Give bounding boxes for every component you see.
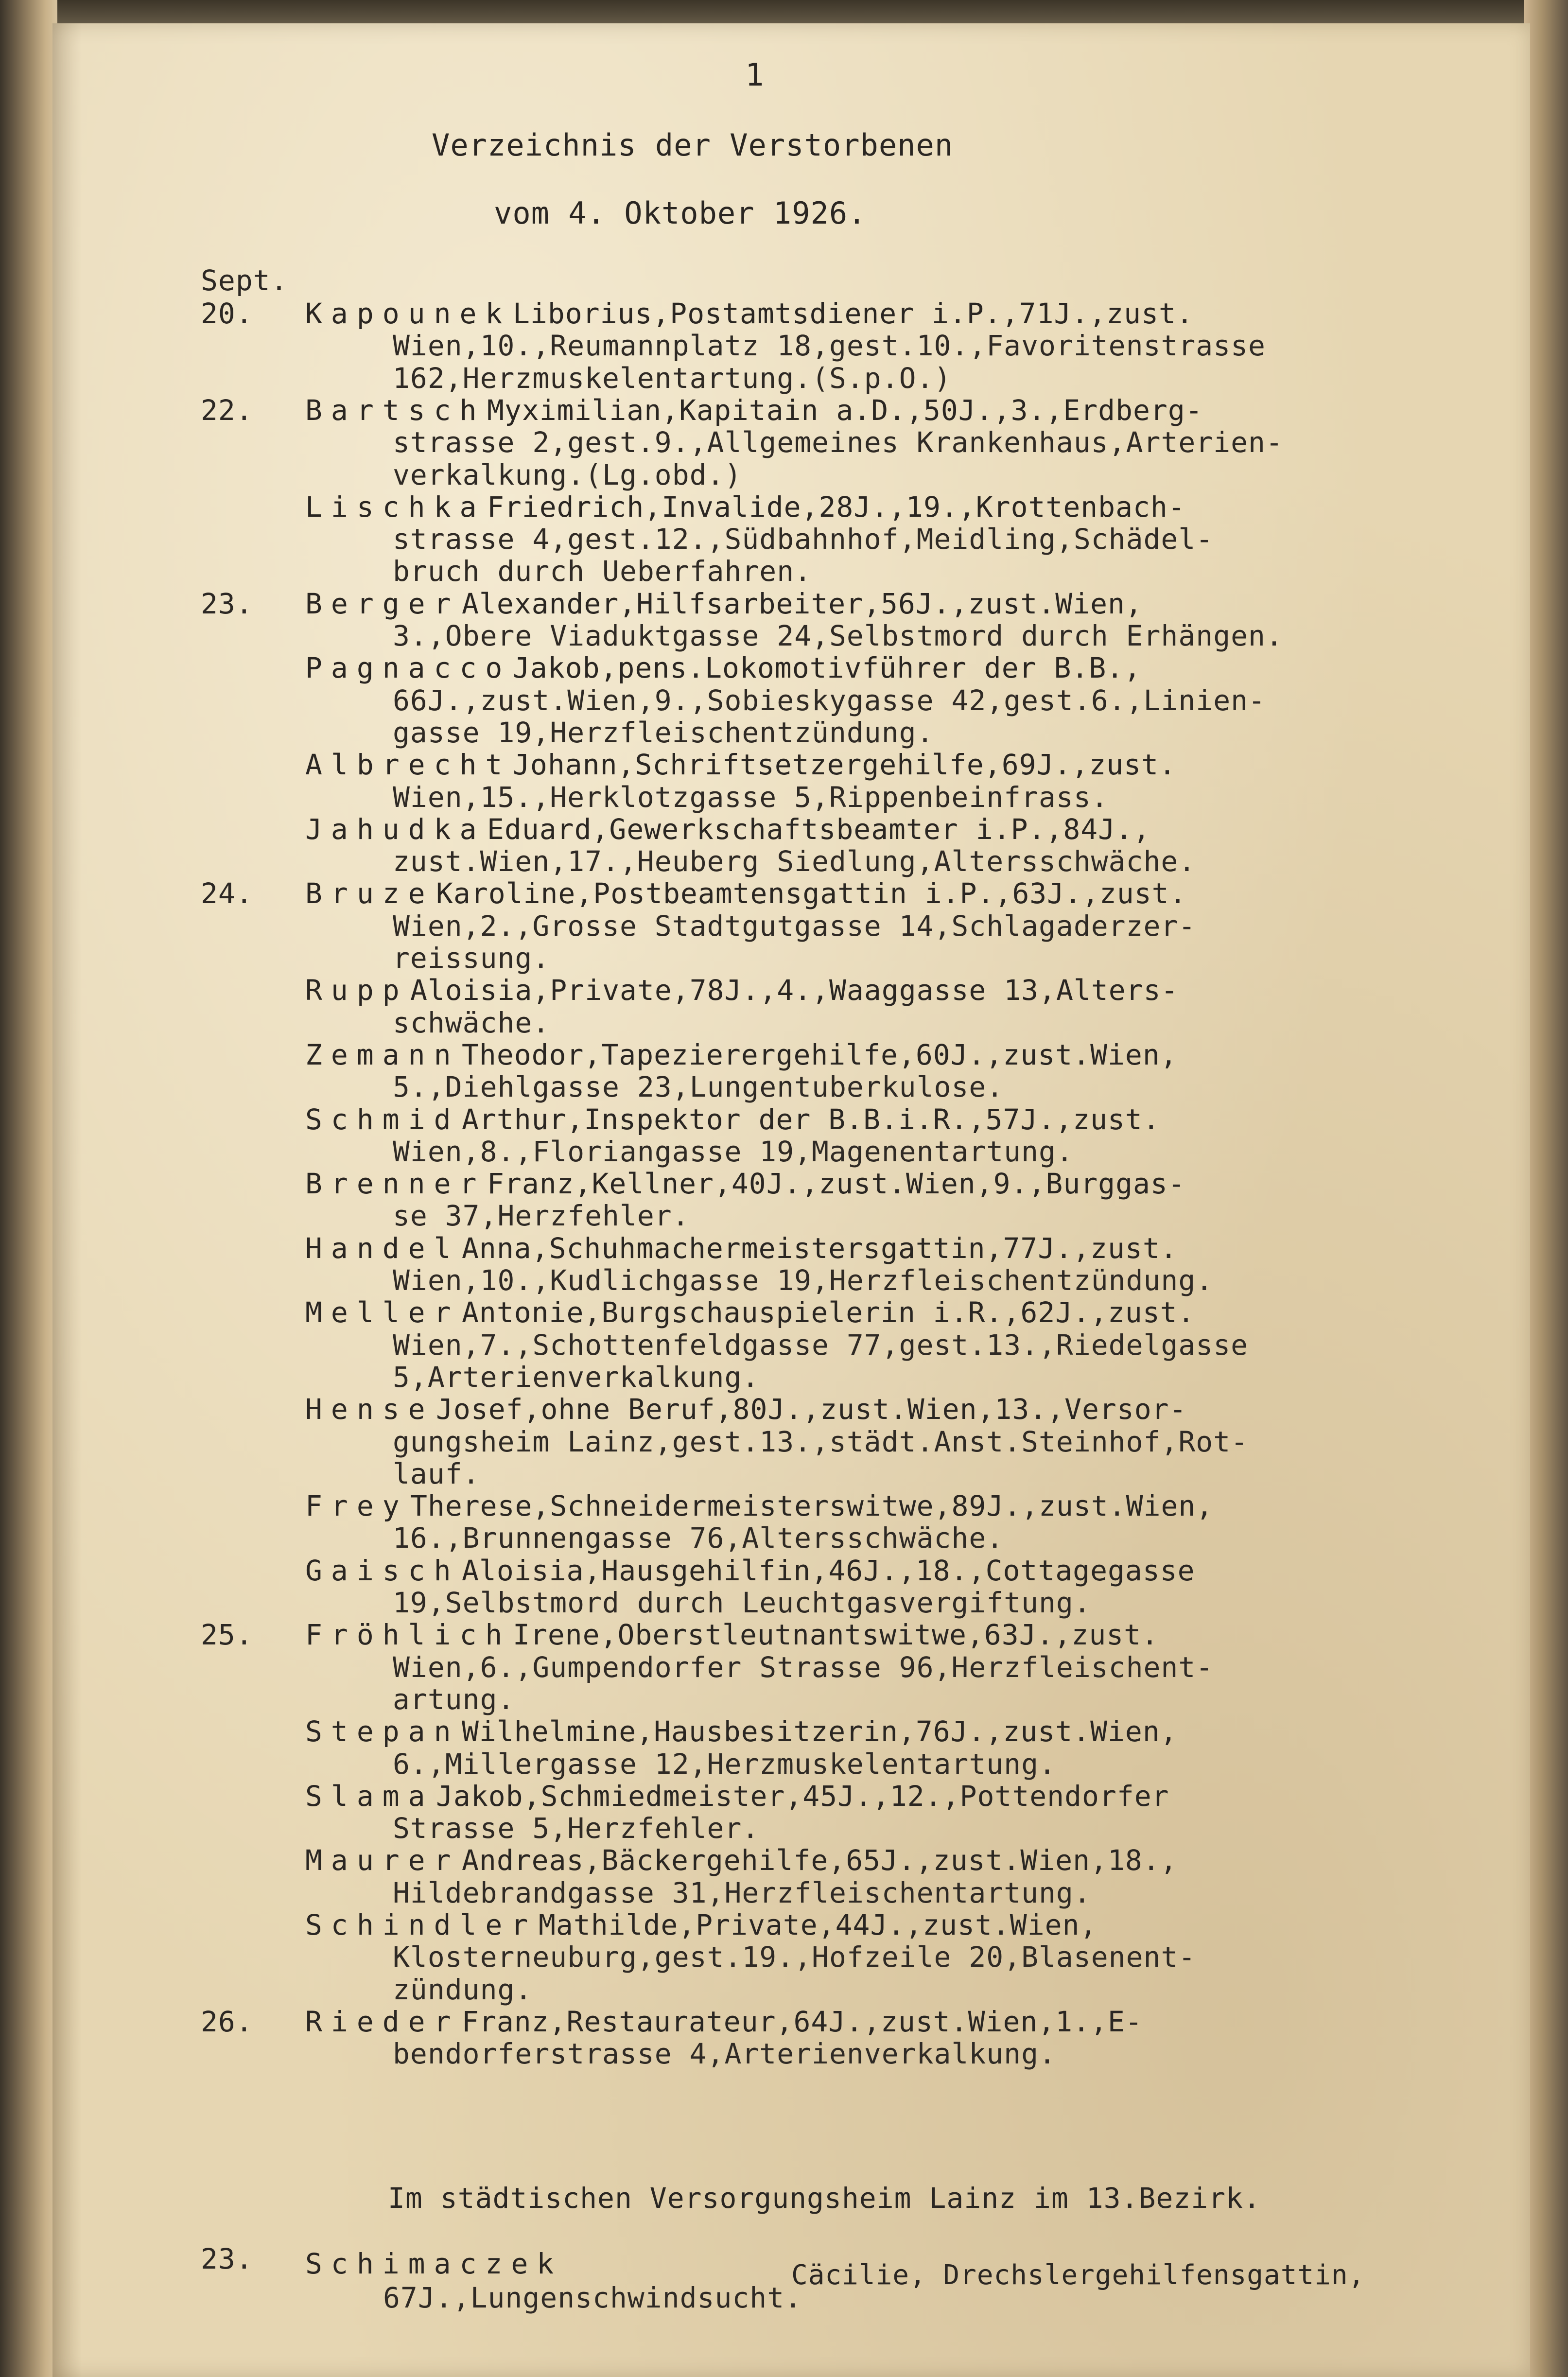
entry-surname: Slama	[305, 1780, 434, 1813]
entry-surname: Jahudka	[305, 813, 486, 846]
entry-continuation: Wien,10.,Kudlichgasse 19,Herzfleischentzündung.	[393, 1264, 1214, 1297]
entry-continuation: zust.Wien,17.,Heuberg Siedlung,Altersschwäche.	[393, 845, 1196, 878]
entry-continuation: Wien,6.,Gumpendorfer Strasse 96,Herzfleischent-	[393, 1651, 1214, 1684]
entry-details: Anna,Schuhmachermeistersgattin,77J.,zust.	[462, 1232, 1178, 1265]
entry-date: 26.	[201, 2005, 253, 2038]
entry-continuation: 3.,Obere Viaduktgasse 24,Selbstmord durch Erhängen.	[393, 619, 1283, 652]
entry-surname: Lischka	[305, 490, 486, 524]
page-number: 1	[745, 57, 765, 93]
entry-details: Eduard,Gewerkschaftsbeamter i.P.,84J.,	[487, 813, 1150, 846]
page-subtitle: vom 4. Oktober 1926.	[494, 195, 867, 231]
entry-surname: Maurer	[305, 1844, 460, 1877]
entry-details: Josef,ohne Beruf,80J.,zust.Wien,13.,Versor-	[436, 1393, 1187, 1426]
entry-continuation: zündung.	[393, 1973, 533, 2006]
entry-surname: Albrecht	[305, 748, 511, 781]
entry-continuation: Klosterneuburg,gest.19.,Hofzeile 20,Blasenent-	[393, 1940, 1196, 1974]
entry-continuation: Wien,7.,Schottenfeldgasse 77,gest.13.,Riedelgasse	[393, 1328, 1249, 1362]
entry-continuation: strasse 4,gest.12.,Südbahnhof,Meidling,Schädel-	[393, 523, 1214, 556]
entry-surname: Gaisch	[305, 1554, 460, 1587]
entry-surname: Bartsch	[305, 394, 486, 427]
entry-continuation: 162,Herzmuskelentartung.(S.p.O.)	[393, 362, 952, 395]
entry-details: Wilhelmine,Hausbesitzerin,76J.,zust.Wien,	[462, 1715, 1178, 1748]
entry-surname: Schmid	[305, 1103, 460, 1136]
entry-details: Aloisia,Private,78J.,4.,Waaggasse 13,Alters-	[410, 974, 1179, 1007]
entry-surname: Rieder	[305, 2005, 460, 2038]
entry-details: Jakob,pens.Lokomotivführer der B.B.,	[513, 651, 1142, 684]
entry-continuation: Wien,2.,Grosse Stadtgutgasse 14,Schlagaderzer-	[393, 909, 1196, 943]
entry-details: Myximilian,Kapitain a.D.,50J.,3.,Erdberg-	[487, 394, 1203, 427]
entry-details: Cäcilie, Drechslergehilfensgattin,	[791, 2259, 1365, 2291]
entry-continuation: 67J.,Lungenschwindsucht.	[383, 2281, 802, 2314]
entry-continuation: se 37,Herzfehler.	[393, 1199, 690, 1232]
entry-details: Andreas,Bäckergehilfe,65J.,zust.Wien,18.,	[462, 1844, 1178, 1877]
entry-details: Antonie,Burgschauspielerin i.R.,62J.,zust.	[462, 1296, 1195, 1329]
entry-continuation: 5.,Diehlgasse 23,Lungentuberkulose.	[393, 1070, 1004, 1103]
entry-surname: Schimaczek	[305, 2247, 563, 2280]
entry-continuation: Strasse 5,Herzfehler.	[393, 1812, 760, 1845]
entry-details: Karoline,Postbeamtensgattin i.P.,63J.,zust.	[436, 877, 1187, 910]
entry-continuation: reissung.	[393, 942, 550, 975]
entry-surname: Bruze	[305, 877, 434, 910]
document-page	[52, 23, 1530, 2377]
entry-details: Liborius,Postamtsdiener i.P.,71J.,zust.	[513, 297, 1194, 330]
entry-continuation: 16.,Brunnengasse 76,Altersschwäche.	[393, 1521, 1004, 1555]
entry-date: 23.	[201, 587, 253, 620]
entry-continuation: bruch durch Ueberfahren.	[393, 555, 812, 588]
entry-continuation: 5,Arterienverkalkung.	[393, 1361, 760, 1394]
entry-surname: Zemann	[305, 1038, 460, 1071]
entry-surname: Hense	[305, 1393, 434, 1426]
section-heading: Im städtischen Versorgungsheim Lainz im 13.Bezirk.	[388, 2182, 1261, 2215]
entry-date: 20.	[201, 297, 253, 330]
entry-continuation: Hildebrandgasse 31,Herzfleischentartung.	[393, 1876, 1091, 1909]
entry-details: Friedrich,Invalide,28J.,19.,Krottenbach-	[487, 490, 1185, 524]
entry-surname: Brenner	[305, 1167, 486, 1200]
entry-surname: Rupp	[305, 974, 408, 1007]
entry-continuation: schwäche.	[393, 1006, 550, 1039]
entry-continuation: Wien,15.,Herklotzgasse 5,Rippenbeinfrass.	[393, 781, 1109, 814]
entry-continuation: gungsheim Lainz,gest.13.,städt.Anst.Steinhof,Rot-	[393, 1425, 1249, 1458]
entry-continuation: 66J.,zust.Wien,9.,Sobieskygasse 42,gest.6.,Linien-	[393, 684, 1266, 717]
entry-surname: Stepan	[305, 1715, 460, 1748]
page-title: Verzeichnis der Verstorbenen	[432, 127, 954, 163]
entry-surname: Frey	[305, 1489, 408, 1522]
entry-details: Franz,Restaurateur,64J.,zust.Wien,1.,E-	[462, 2005, 1143, 2038]
entry-surname: Berger	[305, 587, 460, 620]
entry-continuation: 19,Selbstmord durch Leuchtgasvergiftung.	[393, 1586, 1091, 1619]
book-binding-left	[0, 0, 57, 2377]
entry-surname: Fröhlich	[305, 1618, 511, 1651]
entry-continuation: strasse 2,gest.9.,Allgemeines Krankenhaus,Arterien-	[393, 426, 1283, 459]
entry-surname: Pagnacco	[305, 651, 511, 684]
month-label: Sept.	[201, 264, 288, 297]
entry-continuation: 6.,Millergasse 12,Herzmuskelentartung.	[393, 1748, 1056, 1781]
entry-details: Theodor,Tapezierergehilfe,60J.,zust.Wien,	[462, 1038, 1178, 1071]
entry-details: Franz,Kellner,40J.,zust.Wien,9.,Burggas-	[487, 1167, 1185, 1200]
entry-continuation: gasse 19,Herzfleischentzündung.	[393, 716, 934, 749]
entry-date: 24.	[201, 877, 253, 910]
entry-continuation: artung.	[393, 1683, 515, 1716]
entry-details: Irene,Oberstleutnantswitwe,63J.,zust.	[513, 1618, 1159, 1651]
entry-details: Johann,Schriftsetzergehilfe,69J.,zust.	[513, 748, 1176, 781]
entry-continuation: Wien,10.,Reumannplatz 18,gest.10.,Favoritenstrasse	[393, 329, 1266, 362]
entry-surname: Kapounek	[305, 297, 511, 330]
entry-date: 23.	[201, 2242, 253, 2275]
entry-continuation: Wien,8.,Floriangasse 19,Magenentartung.	[393, 1135, 1074, 1168]
entry-details: Arthur,Inspektor der B.B.i.R.,57J.,zust.	[462, 1103, 1160, 1136]
entry-surname: Schindler	[305, 1908, 537, 1941]
entry-continuation: verkalkung.(Lg.obd.)	[393, 458, 742, 491]
entry-surname: Handel	[305, 1232, 460, 1265]
book-binding-right	[1524, 0, 1568, 2377]
entry-continuation: bendorferstrasse 4,Arterienverkalkung.	[393, 2037, 1056, 2070]
entry-details: Aloisia,Hausgehilfin,46J.,18.,Cottagegasse	[462, 1554, 1195, 1587]
entry-details: Alexander,Hilfsarbeiter,56J.,zust.Wien,	[462, 587, 1143, 620]
entry-details: Jakob,Schmiedmeister,45J.,12.,Pottendorfer	[436, 1780, 1169, 1813]
entry-surname: Meller	[305, 1296, 460, 1329]
entry-continuation: lauf.	[393, 1457, 480, 1490]
entry-date: 25.	[201, 1618, 253, 1651]
entry-details: Mathilde,Private,44J.,zust.Wien,	[539, 1908, 1098, 1941]
entry-details: Therese,Schneidermeisterswitwe,89J.,zust.Wien,	[410, 1489, 1214, 1522]
entry-date: 22.	[201, 394, 253, 427]
